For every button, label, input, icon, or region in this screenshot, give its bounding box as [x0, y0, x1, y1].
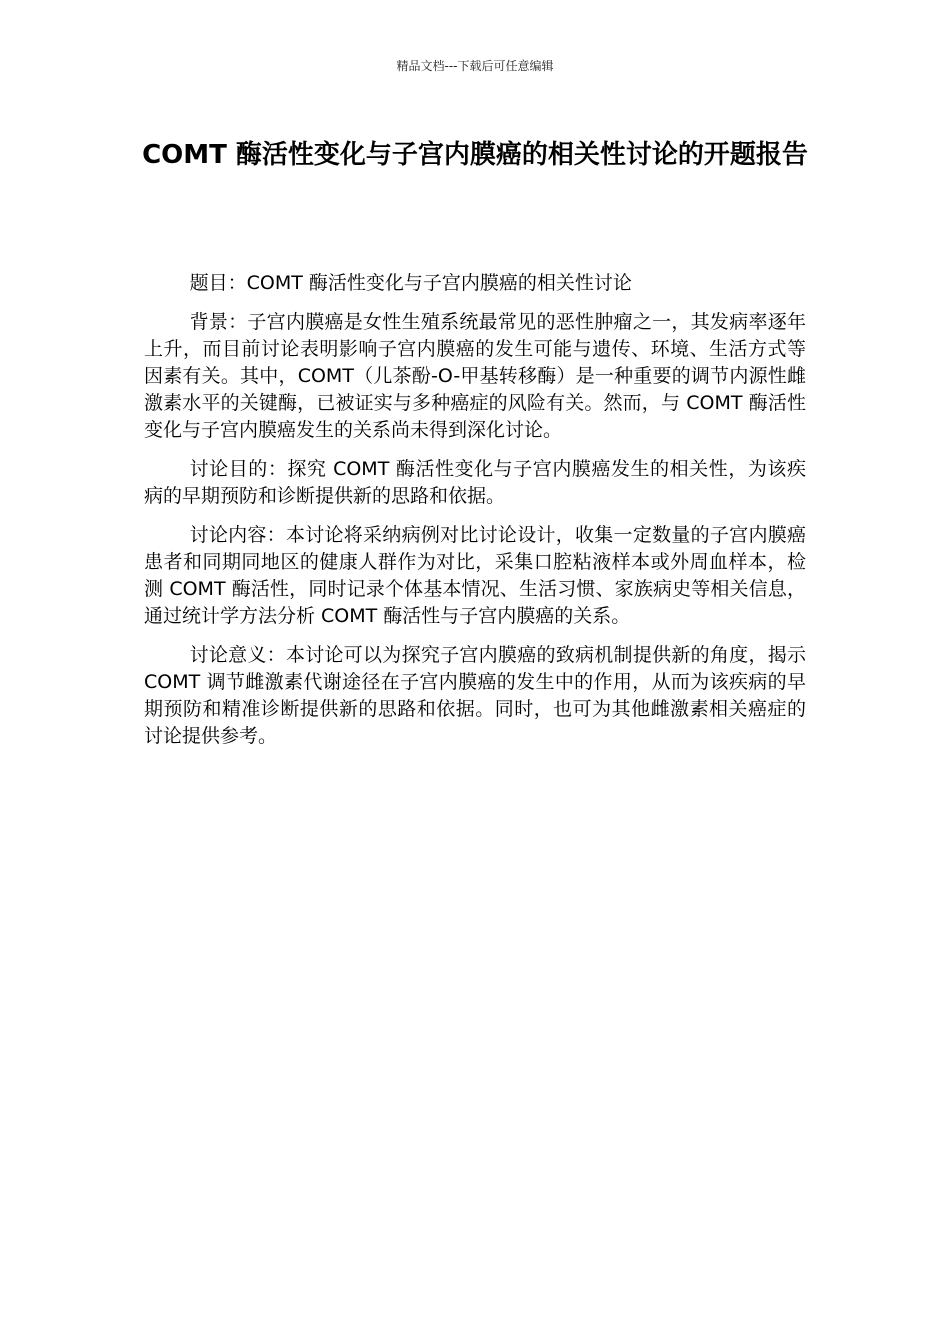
paragraph-significance: 讨论意义：本讨论可以为探究子宫内膜癌的致病机制提供新的角度，揭示 COMT 调节雌激素代谢途径在子宫内膜癌的发生中的作用，从而为该疾病的早期预防和精准诊断提供新的思路和依据。同时，也可为其他雌激素相关癌症的讨论提供参考。	[144, 644, 806, 747]
document-body	[144, 270, 806, 762]
page-header-note: 精品文档---下载后可任意编辑	[396, 59, 554, 73]
paragraph-topic: 题目：COMT 酶活性变化与子宫内膜癌的相关性讨论	[189, 272, 632, 294]
paragraph-background: 背景：子宫内膜癌是女性生殖系统最常见的恶性肿瘤之一，其发病率逐年上升，而目前讨论表明影响子宫内膜癌的发生可能与遗传、环境、生活方式等因素有关。其中，COMT（儿茶酚-O-甲基转移酶）是一种重要的调节内源性雌激素水平的关键酶，已被证实与多种癌症的风险有关。然而，与 COMT 酶活性变化与子宫内膜癌发生的关系尚未得到深化讨论。	[144, 311, 806, 441]
document-title: COMT 酶活性变化与子宫内膜癌的相关性讨论的开题报告	[142, 140, 808, 170]
paragraph-content: 讨论内容：本讨论将采纳病例对比讨论设计，收集一定数量的子宫内膜癌患者和同期同地区的健康人群作为对比，采集口腔粘液样本或外周血样本，检测 COMT 酶活性，同时记录个体基本情况、生活习惯、家族病史等相关信息，通过统计学方法分析 COMT 酶活性与子宫内膜癌的关系。	[144, 524, 806, 627]
paragraph-purpose: 讨论目的：探究 COMT 酶活性变化与子宫内膜癌发生的相关性，为该疾病的早期预防和诊断提供新的思路和依据。	[144, 458, 806, 507]
